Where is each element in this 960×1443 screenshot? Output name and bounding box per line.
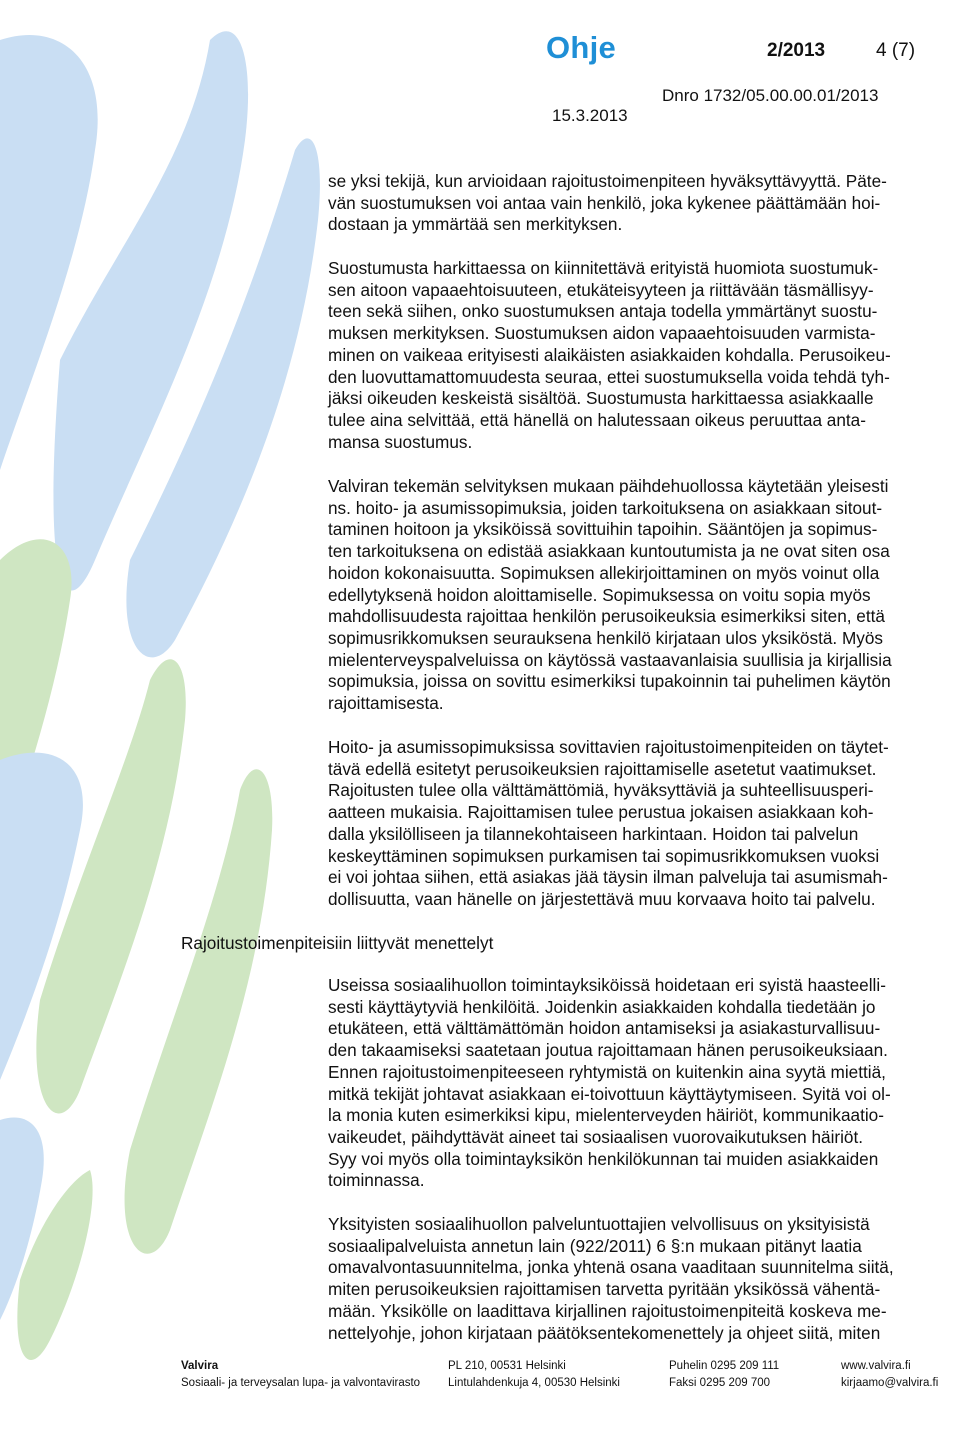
text-line: teen sekä siihen, onko suostumuksen antaja todella ymmärtänyt suostu- bbox=[328, 301, 878, 322]
section-heading: Rajoitustoimenpiteisiin liittyvät menettelyt bbox=[181, 933, 494, 953]
footer-website-link[interactable]: www.valvira.fi bbox=[841, 1360, 911, 1372]
paragraph-2 bbox=[328, 258, 950, 453]
text-line: la monia kuten esimerkiksi kipu, mielenterveyden häiriöt, kommunikaatio- bbox=[328, 1105, 884, 1126]
text-line: dalla yksilölliseen ja tilannekohtaiseen harkintaan. Hoidon tai palvelun bbox=[328, 823, 859, 844]
text-line: ns. hoito- ja asumissopimuksia, joiden tarkoituksena on asiakkaan sitout- bbox=[328, 497, 883, 518]
text-line: mansa suostumus. bbox=[328, 431, 473, 452]
text-line: Hoito- ja asumissopimuksissa sovittavien rajoitustoimenpiteiden on täytet- bbox=[328, 737, 889, 757]
footer-phone: Puhelin 0295 209 111 bbox=[669, 1360, 780, 1372]
text-line: Syy voi myös olla toimintayksikön henkilökunnan tai muiden asiakkaiden bbox=[328, 1148, 879, 1169]
text-line: mään. Yksikölle on laadittava kirjallinen rajoitustoimenpiteitä koskeva me- bbox=[328, 1300, 887, 1321]
text-line: omavalvontasuunnitelma, jonka yhtenä osana vaaditaan suunnitelma siitä, bbox=[328, 1257, 894, 1278]
paragraph-6 bbox=[328, 1214, 950, 1344]
text-line: mitkä tekijät johtavat asiakkaan ei-toivottuun käyttäytymiseen. Syitä voi ol- bbox=[328, 1083, 891, 1104]
document-date: 15.3.2013 bbox=[552, 106, 628, 125]
footer-org-name: Valvira bbox=[181, 1360, 219, 1372]
paragraph-1 bbox=[328, 171, 950, 236]
text-line: edellytyksenä hoidon aloittamiselle. Sopimuksessa on voitu sopia myös bbox=[328, 584, 871, 605]
text-line: Yksityisten sosiaalihuollon palveluntuottajien velvollisuus on yksityisistä bbox=[328, 1214, 870, 1234]
text-line: miten perusoikeuksien rajoittamisen tarvetta pyritään yksikössä vähentä- bbox=[328, 1279, 881, 1300]
text-line: dostaan ja ymmärtää sen merkityksen. bbox=[328, 214, 623, 235]
footer-phone-column bbox=[669, 1358, 779, 1392]
paragraph-5 bbox=[328, 975, 950, 1192]
text-line: taminen hoitoon ja yksiköissä sovittuihin tapoihin. Sääntöjen ja sopimus- bbox=[328, 519, 878, 540]
text-line: Useissa sosiaalihuollon toimintayksiköissä hoidetaan eri syistä haasteelli- bbox=[328, 975, 886, 995]
text-line: sopimuksia, joissa on sovittu esimerkiksi tupakoinnin tai puhelimen käytön bbox=[328, 671, 891, 692]
paragraph-3 bbox=[328, 476, 950, 715]
text-line: sen aitoon vapaaehtoisuuteen, etukäteisyyteen ja riittävään täsmällisyy- bbox=[328, 279, 874, 300]
text-line: Valviran tekemän selvityksen mukaan päihdehuollossa käytetään yleisesti bbox=[328, 476, 889, 496]
footer-postal-address: PL 210, 00531 Helsinki bbox=[448, 1360, 566, 1372]
text-line: tulee aina selvittää, että hänellä on halutessaan oikeus peruuttaa anta- bbox=[328, 409, 866, 430]
decorative-brand-ribbons bbox=[0, 0, 330, 1443]
text-line: den luovuttamattomuudesta seuraa, ettei suostumuksella voida tehdä tyh- bbox=[328, 366, 890, 387]
text-line: vaikeudet, päihdyttävät aineet tai sosiaalisen vuorovaikutuksen häiriöt. bbox=[328, 1126, 864, 1147]
footer-org-full-name: Sosiaali- ja terveysalan lupa- ja valvontavirasto bbox=[181, 1377, 421, 1389]
registration-number: Dnro 1732/05.00.00.01/2013 bbox=[662, 86, 879, 105]
text-line: minen on vaikeaa erityisesti alaikäisten asiakkaiden kohdalla. Perusoikeu- bbox=[328, 344, 891, 365]
footer-email-link[interactable]: kirjaamo@valvira.fi bbox=[841, 1377, 939, 1389]
document-number: 2/2013 bbox=[767, 40, 826, 61]
text-line: toiminnassa. bbox=[328, 1170, 425, 1191]
footer-contact-column bbox=[841, 1358, 938, 1392]
text-line: etukäteen, että välttämättömän hoidon antamiseksi ja asiakasturvallisuu- bbox=[328, 1018, 881, 1039]
text-line: rajoittamisesta. bbox=[328, 693, 444, 714]
text-line: Rajoitusten tulee olla välttämättömiä, hyväksyttäviä ja suhteellisuusperi- bbox=[328, 780, 874, 801]
footer-street-address: Lintulahdenkuja 4, 00530 Helsinki bbox=[448, 1377, 620, 1389]
paragraph-4 bbox=[328, 737, 950, 911]
text-line: muksen merkityksen. Suostumuksen aidon vapaaehtoisuuden varmista- bbox=[328, 323, 876, 344]
text-line: nettelyohje, johon kirjataan päätöksentekomenettely ja ohjeet siitä, miten bbox=[328, 1322, 881, 1343]
text-line: ei voi johtaa siihen, että asiakas jää täysin ilman palveluja tai asumismah- bbox=[328, 867, 888, 888]
text-line: sesti käyttäytyviä henkilöitä. Joidenkin asiakkaiden kohdalla tiedetään jo bbox=[328, 996, 876, 1017]
text-line: se yksi tekijä, kun arvioidaan rajoitustoimenpiteen hyväksyttävyyttä. Päte- bbox=[328, 171, 887, 191]
page-footer bbox=[181, 1358, 941, 1398]
text-line: dollisuutta, vaan hänelle on järjestettävä muu korvaava hoito tai palvelu. bbox=[328, 888, 876, 909]
text-line: sopimusrikkomuksen seurauksena henkilö kirjataan ulos yksiköstä. Myös bbox=[328, 627, 884, 648]
text-line: ten tarkoituksena on edistää asiakkaan kuntoutumista ja ne ovat siten osa bbox=[328, 541, 890, 562]
footer-fax: Faksi 0295 209 700 bbox=[669, 1377, 771, 1389]
text-line: mielenterveyspalveluissa on käytössä vastaavanlaisia suullisia ja kirjallisia bbox=[328, 649, 892, 670]
page-indicator: 4 (7) bbox=[876, 40, 916, 61]
document-type-title: Ohje bbox=[546, 30, 617, 65]
text-line: den takaamiseksi saatetaan joutua rajoittamaan hänen perusoikeuksiaan. bbox=[328, 1040, 888, 1061]
text-line: tävä edellä esitetyt perusoikeuksien rajoittamiselle asetetut vaatimukset. bbox=[328, 758, 877, 779]
text-line: aatteen mukaisia. Rajoittamisen tulee perustua jokaisen asiakkaan koh- bbox=[328, 802, 874, 823]
text-line: hoidon kokonaisuutta. Sopimuksen allekirjoittaminen on myös voinut olla bbox=[328, 562, 880, 583]
text-line: keskeyttäminen sopimuksen purkamisen tai sopimusrikkomuksen vuoksi bbox=[328, 845, 880, 866]
text-line: Ennen rajoitustoimenpiteeseen ryhtymistä on kuitenkin aina syytä miettiä, bbox=[328, 1061, 886, 1082]
footer-address-column bbox=[448, 1358, 620, 1392]
text-line: jäksi oikeuden keskeistä sisältöä. Suostumusta harkittaessa asiakkaalle bbox=[328, 388, 874, 409]
text-line: sosiaalipalveluista annetun lain (922/2011) 6 §:n mukaan pitänyt laatia bbox=[328, 1235, 862, 1256]
footer-org-column bbox=[181, 1358, 420, 1392]
text-line: vän suostumuksen voi antaa vain henkilö, joka kykenee päättämään hoi- bbox=[328, 192, 881, 213]
text-line: mahdollisuudesta rajoittaa henkilön perusoikeuksia esimerkiksi siten, että bbox=[328, 606, 885, 627]
text-line: Suostumusta harkittaessa on kiinnitettävä erityistä huomiota suostumuk- bbox=[328, 258, 879, 278]
